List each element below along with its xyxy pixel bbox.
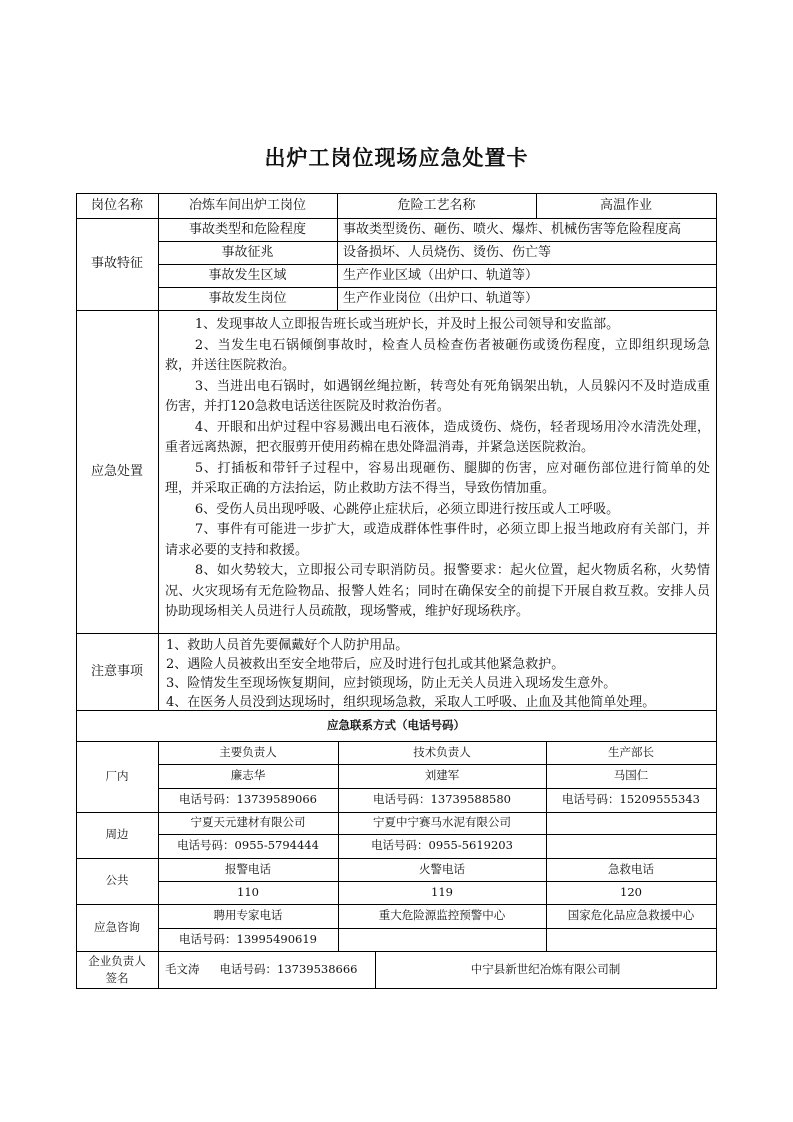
nearby-label: 周边 (105, 827, 129, 842)
signature-label (76, 951, 158, 988)
public-number: 110 (237, 884, 259, 899)
page-title: 出炉工岗位现场应急处置卡 (264, 146, 529, 170)
divider (76, 988, 717, 989)
issuer: 中宁县新世纪冶炼有限公司制 (470, 961, 621, 976)
consult-org: 重大危险源监控预警中心 (378, 908, 506, 923)
feature-label: 事故征兆 (221, 244, 274, 260)
plant-role: 生产部长 (608, 744, 654, 759)
post-name-value: 冶炼车间出炉工岗位 (188, 197, 306, 213)
nearby-phone: 电话号码：0955-5619203 (371, 838, 513, 853)
precaution-item: 3、险情发生至现场恢复期间，应封锁现场，防止无关人员进入现场发生意外。 (166, 676, 617, 691)
post-name-label: 岗位名称 (90, 197, 143, 213)
public-service: 火警电话 (419, 861, 465, 876)
plant-contact-name: 刘建军 (424, 768, 460, 783)
process-value: 高温作业 (599, 197, 652, 213)
handling-step: 7、事件有可能进一步扩大，或造成群体性事件时，必须立即上报当地政府有关部门，并请求必要的支持和救援。 (165, 522, 710, 558)
precaution-item: 4、在医务人员没到达现场时，组织现场急救，采取人工呼吸、止血及其他简单处理。 (166, 695, 656, 710)
consult-org: 国家危化品应急救援中心 (567, 908, 695, 923)
consult-label: 应急咨询 (94, 919, 140, 934)
consult-phone: 电话号码：13995490619 (179, 931, 317, 946)
feature-label: 事故发生岗位 (208, 290, 287, 306)
precautions-list (166, 636, 711, 712)
public-label: 公共 (105, 873, 129, 888)
precaution-item: 1、救助人员首先要佩戴好个人防护用品。 (166, 638, 409, 653)
precautions-label: 注意事项 (90, 663, 143, 679)
plant-contact-phone: 电话号码：15209555343 (562, 792, 700, 807)
emergency-handling-steps (165, 315, 710, 623)
nearby-company: 宁夏天元建材有限公司 (190, 815, 306, 830)
signature-field (158, 951, 375, 988)
handling-step: 3、当进出电石锅时，如遇钢丝绳拉断，转弯处有死角锅架出轨，人员躲闪不及时造成重伤害，并打120急救电话送往医院及时救治伤者。 (165, 378, 710, 414)
nearby-company: 宁夏中宁赛马水泥有限公司 (373, 815, 511, 830)
plant-role: 主要负责人 (219, 744, 277, 759)
handling-step: 2、当发生电石锅倾倒事故时，检查人员检查伤者被砸伤或烫伤程度，立即组织现场急救，并送往医院救治。 (165, 337, 710, 373)
public-service: 报警电话 (225, 861, 271, 876)
handling-step: 4、开眼和出炉过程中容易溅出电石液体，造成烫伤、烧伤，轻者现场用冷水清洗处理，重者远离热源，把衣服剪开使用药棉在患处降温消毒，并紧急送医院救治。 (165, 419, 710, 455)
emergency-card-table (76, 193, 716, 988)
signature-label-line1: 企业负责人 (88, 953, 146, 968)
contacts-header: 应急联系方式（电话号码） (327, 717, 465, 732)
public-number: 119 (431, 884, 453, 899)
handling-step: 5、打插板和带钎子过程中，容易出现砸伤、腿脚的伤害，应对砸伤部位进行简单的处理，并采取正确的方法抬运，防止救助方法不得当，导致伤情加重。 (165, 460, 710, 496)
divider (716, 193, 717, 988)
feature-label: 事故发生区域 (208, 267, 287, 283)
plant-contact-name: 马国仁 (613, 768, 649, 783)
divider (76, 633, 716, 634)
feature-value: 生产作业岗位（出炉口、轨道等） (343, 290, 539, 306)
plant-contact-phone: 电话号码：13739589066 (179, 792, 317, 807)
plant-role: 技术负责人 (413, 744, 471, 759)
plant-label: 厂内 (105, 768, 129, 783)
public-number: 120 (620, 884, 642, 899)
feature-value: 设备损坏、人员烧伤、烫伤、伤亡等 (343, 244, 552, 260)
precaution-item: 2、遇险人员被救出至安全地带后，应及时进行包扎或其他紧急救护。 (166, 657, 565, 672)
public-service: 急救电话 (608, 861, 654, 876)
signatory-name: 毛文涛 (165, 961, 200, 976)
consult-org: 聘用专家电话 (213, 908, 283, 923)
divider (76, 310, 716, 311)
signatory-phone: 电话号码：13739538666 (219, 961, 358, 976)
plant-contact-name: 廉志华 (230, 768, 266, 783)
feature-value: 生产作业区域（出炉口、轨道等） (343, 267, 539, 283)
process-label: 危险工艺名称 (397, 197, 476, 213)
nearby-phone: 电话号码：0955-5794444 (177, 838, 319, 853)
signature-label-line2: 签名 (105, 970, 129, 985)
plant-contact-phone: 电话号码：13739588580 (373, 792, 511, 807)
handling-step: 8、如火势较大，立即报公司专职消防员。报警要求：起火位置，起火物质名称，火势情况、火灾现场有无危险物品、报警人姓名；同时在确保安全的前提下开展自救互救。安排人员协助现场相关人员进行人员疏散，现场警戒，维护好现场秩序。 (165, 563, 710, 619)
emergency-handling-label: 应急处置 (90, 463, 143, 479)
handling-step: 6、受伤人员出现呼吸、心跳停止症状后，必须立即进行按压或人工呼吸。 (194, 501, 620, 517)
accident-features-label: 事故特征 (90, 256, 143, 272)
feature-label: 事故类型和危险程度 (188, 221, 306, 237)
feature-value: 事故类型烫伤、砸伤、喷火、爆炸、机械伤害等危险程度高 (343, 221, 682, 237)
handling-step: 1、发现事故人立即报告班长或当班炉长，并及时上报公司领导和安监部。 (194, 317, 620, 332)
